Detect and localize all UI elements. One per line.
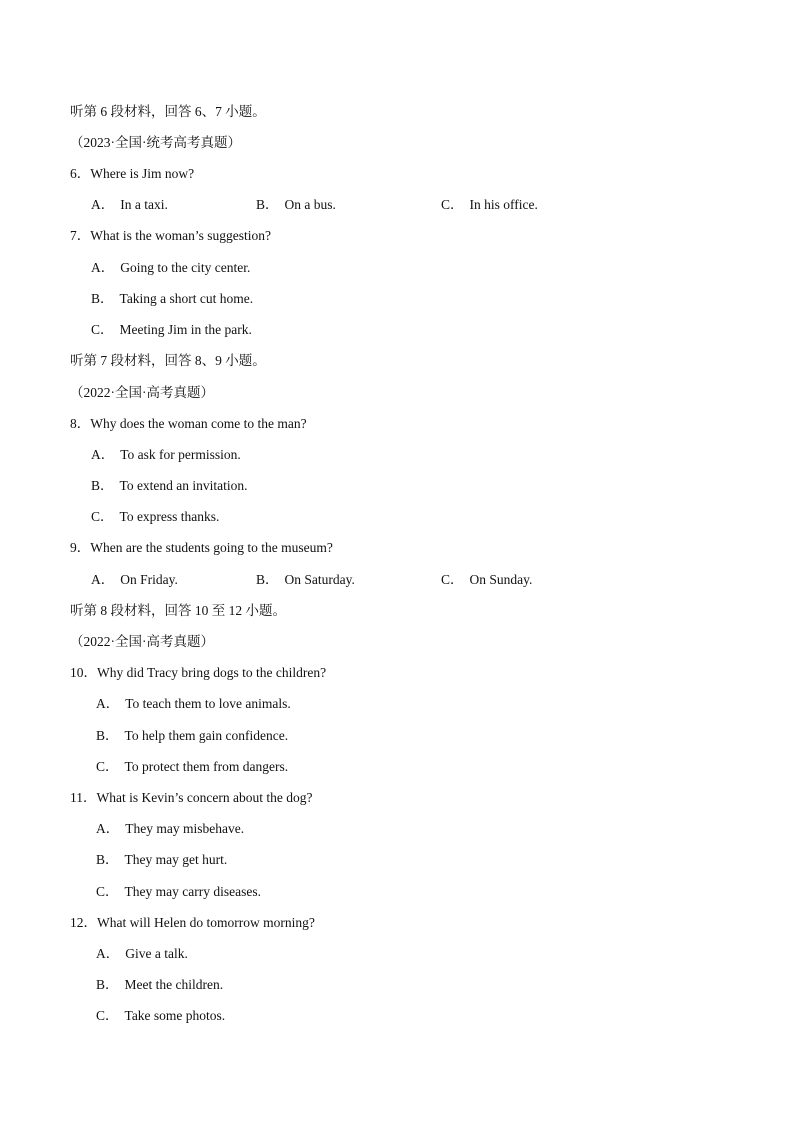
question-number: 8． [70,416,91,431]
question-text: When are the students going to the museum? [90,540,333,555]
option-a [91,445,241,465]
question-7 [70,226,271,246]
question-text: Where is Jim now? [90,166,195,181]
option-c [441,570,532,590]
option-text: Meeting Jim in the park. [119,322,252,337]
option-letter: B． [256,197,279,212]
question-text: Why did Tracy bring dogs to the children? [97,665,327,680]
option-letter: A． [96,696,120,711]
question-number: 6． [70,166,91,181]
option-text: They may misbehave. [125,821,245,836]
question-8 [70,414,307,434]
option-letter: C． [96,884,119,899]
option-a [96,819,244,839]
option-b [91,289,253,309]
option-c [441,195,538,215]
question-number: 11． [70,790,97,805]
question-6 [70,164,194,184]
question-source: （2023·全国·统考高考真题） [70,135,241,150]
option-letter: B． [256,572,279,587]
option-text: On Sunday. [469,572,533,587]
question-12 [70,913,315,933]
option-c [96,1006,225,1026]
question-number: 10． [70,665,97,680]
question-number: 12． [70,915,97,930]
option-text: They may carry diseases. [124,884,261,899]
option-letter: A． [96,821,120,836]
option-b [96,726,288,746]
option-letter: A． [91,572,115,587]
question-text: Why does the woman come to the man? [90,416,307,431]
option-text: Give a talk. [125,946,188,961]
question-number: 7． [70,228,91,243]
option-text: In a taxi. [120,197,168,212]
option-letter: A． [91,197,115,212]
option-a [96,694,291,714]
option-text: Meet the children. [124,977,224,992]
option-letter: B． [91,291,114,306]
option-b [96,975,223,995]
option-text: On Saturday. [284,572,355,587]
section-header: 听第 7 段材料，回答 8、9 小题。 [70,353,266,368]
option-c [96,757,288,777]
option-text: Take some photos. [124,1008,226,1023]
option-letter: A． [91,447,115,462]
option-b [256,570,355,590]
option-letter: C． [441,197,464,212]
option-c [91,507,219,527]
section-header: 听第 6 段材料，回答 6、7 小题。 [70,104,266,119]
question-text: What is the woman’s suggestion? [90,228,271,243]
option-letter: A． [91,260,115,275]
option-a [91,258,250,278]
section-header: 听第 8 段材料，回答 10 至 12 小题。 [70,603,286,618]
question-9 [70,538,333,558]
question-text: What is Kevin’s concern about the dog? [96,790,313,805]
option-letter: C． [96,759,119,774]
question-text: What will Helen do tomorrow morning? [97,915,315,930]
option-letter: C． [91,509,114,524]
option-letter: B． [96,852,119,867]
option-letter: A． [96,946,120,961]
option-c [91,320,252,340]
option-letter: B． [96,977,119,992]
option-text: Taking a short cut home. [119,291,254,306]
option-a [91,570,178,590]
option-letter: C． [441,572,464,587]
option-text: In his office. [469,197,538,212]
option-text: To ask for permission. [120,447,241,462]
option-letter: C． [96,1008,119,1023]
question-source: （2022·全国·高考真题） [70,634,214,649]
option-b [256,195,336,215]
option-b [91,476,248,496]
question-source: （2022·全国·高考真题） [70,385,214,400]
option-c [96,882,261,902]
option-text: To protect them from dangers. [124,759,289,774]
question-10 [70,663,326,683]
option-text: To help them gain confidence. [124,728,289,743]
option-letter: C． [91,322,114,337]
option-letter: B． [96,728,119,743]
option-a [91,195,168,215]
option-text: To extend an invitation. [119,478,248,493]
option-b [96,850,227,870]
option-text: To express thanks. [119,509,220,524]
option-text: They may get hurt. [124,852,228,867]
option-a [96,944,188,964]
option-letter: B． [91,478,114,493]
question-11 [70,788,312,808]
option-text: Going to the city center. [120,260,251,275]
option-text: On a bus. [284,197,336,212]
option-text: On Friday. [120,572,178,587]
option-text: To teach them to love animals. [125,696,291,711]
question-number: 9． [70,540,91,555]
